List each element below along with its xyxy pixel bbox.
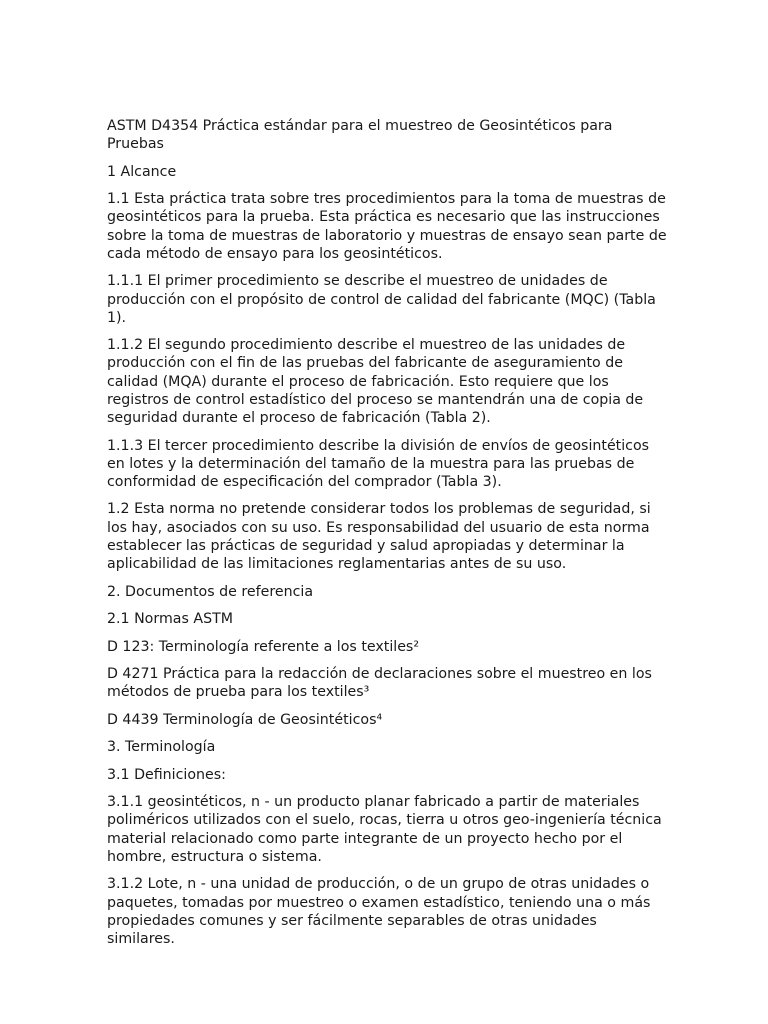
reference-d4271: D 4271 Práctica para la redacción de declaraciones sobre el muestreo en los métodos de prueba para los textiles³ [107, 666, 652, 701]
reference-d4439: D 4439 Terminología de Geosintéticos⁴ [107, 711, 383, 728]
section-heading-documentos: 2. Documentos de referencia [107, 583, 314, 600]
definition-geosinteticos: 3.1.1 geosintéticos, n - un producto planar fabricado a partir de materiales poliméricos utilizados con el suelo, rocas, tierra u otros geo-ingeniería técnica material relacionado como parte integrante de un proyecto hecho por el hombre, estructura o sistema. [107, 794, 662, 865]
paragraph-1-2: 1.2 Esta norma no pretende considerar todos los problemas de seguridad, si los hay, asociados con su uso. Es responsabilidad del usuario de esta norma establecer las prácticas de seguridad y salud apropiadas y determinar la aplicabilidad de las limitaciones reglamentarias antes de su uso. [107, 501, 651, 573]
subsection-heading-normas: 2.1 Normas ASTM [107, 611, 233, 628]
section-heading-alcance: 1 Alcance [107, 163, 177, 180]
definition-lote: 3.1.2 Lote, n - una unidad de producción, o de un grupo de otras unidades o paquetes, tomadas por muestreo o examen estadístico, teniendo una o más propiedades comunes y ser fácilmente separables de otras unidades similares. [107, 876, 651, 947]
paragraph-1-1-3: 1.1.3 El tercer procedimiento describe la división de envíos de geosintéticos en lotes y la determinación del tamaño de la muestra para las pruebas de conformidad de especificación del comprador (Tabla 3). [107, 437, 650, 490]
paragraph-1-1-1: 1.1.1 El primer procedimiento se describe el muestreo de unidades de producción con el propósito de control de calidad del fabricante (MQC) (Tabla 1). [107, 273, 656, 326]
paragraph-1-1: 1.1 Esta práctica trata sobre tres procedimientos para la toma de muestras de geosintéticos para la prueba. Esta práctica es necesario que las instrucciones sobre la toma de muestras de laboratorio y muestras de ensayo sean parte de cada método de ensayo para los geosintéticos. [107, 191, 667, 262]
reference-d123: D 123: Terminología referente a los textiles² [107, 638, 420, 655]
document-title: ASTM D4354 Práctica estándar para el muestreo de Geosintéticos para Pruebas [107, 118, 613, 153]
subsection-heading-definiciones: 3.1 Definiciones: [107, 766, 226, 783]
paragraph-1-1-2: 1.1.2 El segundo procedimiento describe el muestreo de las unidades de producción con el fin de las pruebas del fabricante de aseguramiento de calidad (MQA) durante el proceso de fabricación. Esto requiere que los registros de control estadístico del proceso se mantendrán una de copia de seguridad durante el proceso de fabricación (Tabla 2). [107, 337, 644, 427]
section-heading-terminologia: 3. Terminología [107, 739, 216, 756]
document-body [107, 117, 667, 957]
